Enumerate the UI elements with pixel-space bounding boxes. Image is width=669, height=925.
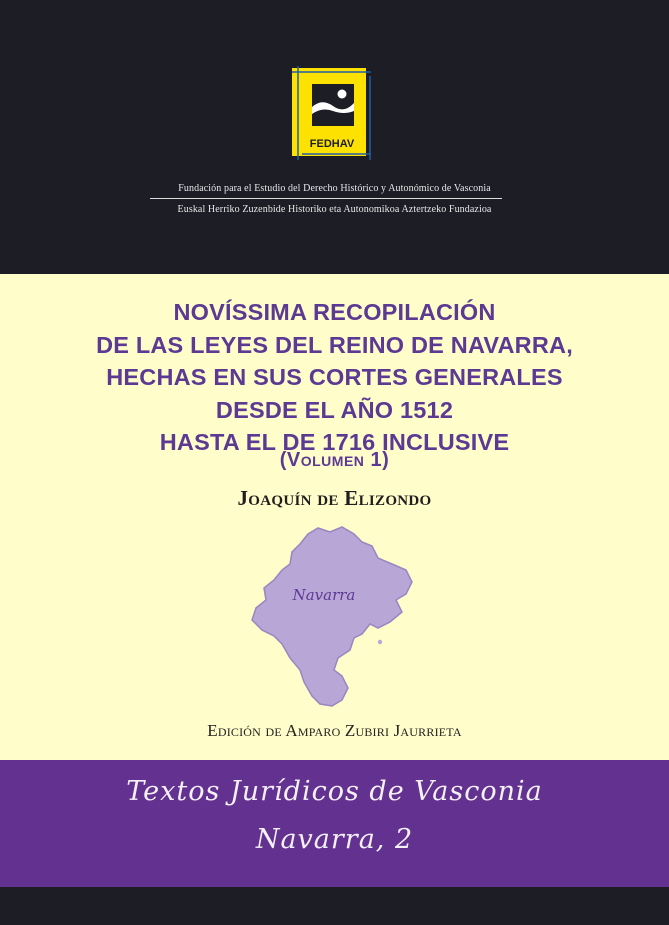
title-line: NOVÍSSIMA RECOPILACIÓN	[173, 299, 496, 325]
divider	[150, 198, 502, 199]
author-name: Joaquín de Elizondo	[237, 486, 432, 510]
book-title	[0, 296, 669, 459]
fedhav-logo-icon	[292, 66, 372, 161]
foundation-name-eu: Euskal Herriko Zuzenbide Historiko eta Autonomikoa Aztertzeko Fundazioa	[177, 204, 492, 215]
title-line: HECHAS EN SUS CORTES GENERALES	[106, 364, 563, 390]
title-line: DESDE EL AÑO 1512	[215, 396, 454, 423]
series-title: Textos Jurídicos de Vasconia	[126, 776, 543, 807]
title-line: HASTA EL DE 1716 INCLUSIVE	[159, 429, 510, 455]
volume-label: (Volumen 1)	[279, 449, 390, 471]
bottom-band	[0, 887, 669, 925]
edition-credit: Edición de Amparo Zubiri Jaurrieta	[207, 721, 462, 740]
logo-text: FEDHAV	[309, 138, 355, 150]
series-number: Navarra, 2	[255, 824, 414, 855]
title-line: DE LAS LEYES DEL REINO DE NAVARRA,	[96, 331, 573, 358]
navarra-map-icon	[246, 524, 421, 710]
foundation-name-es: Fundación para el Estudio del Derecho Histórico y Autonómico de Vasconia	[178, 183, 491, 194]
map-label: Navarra	[292, 586, 356, 604]
